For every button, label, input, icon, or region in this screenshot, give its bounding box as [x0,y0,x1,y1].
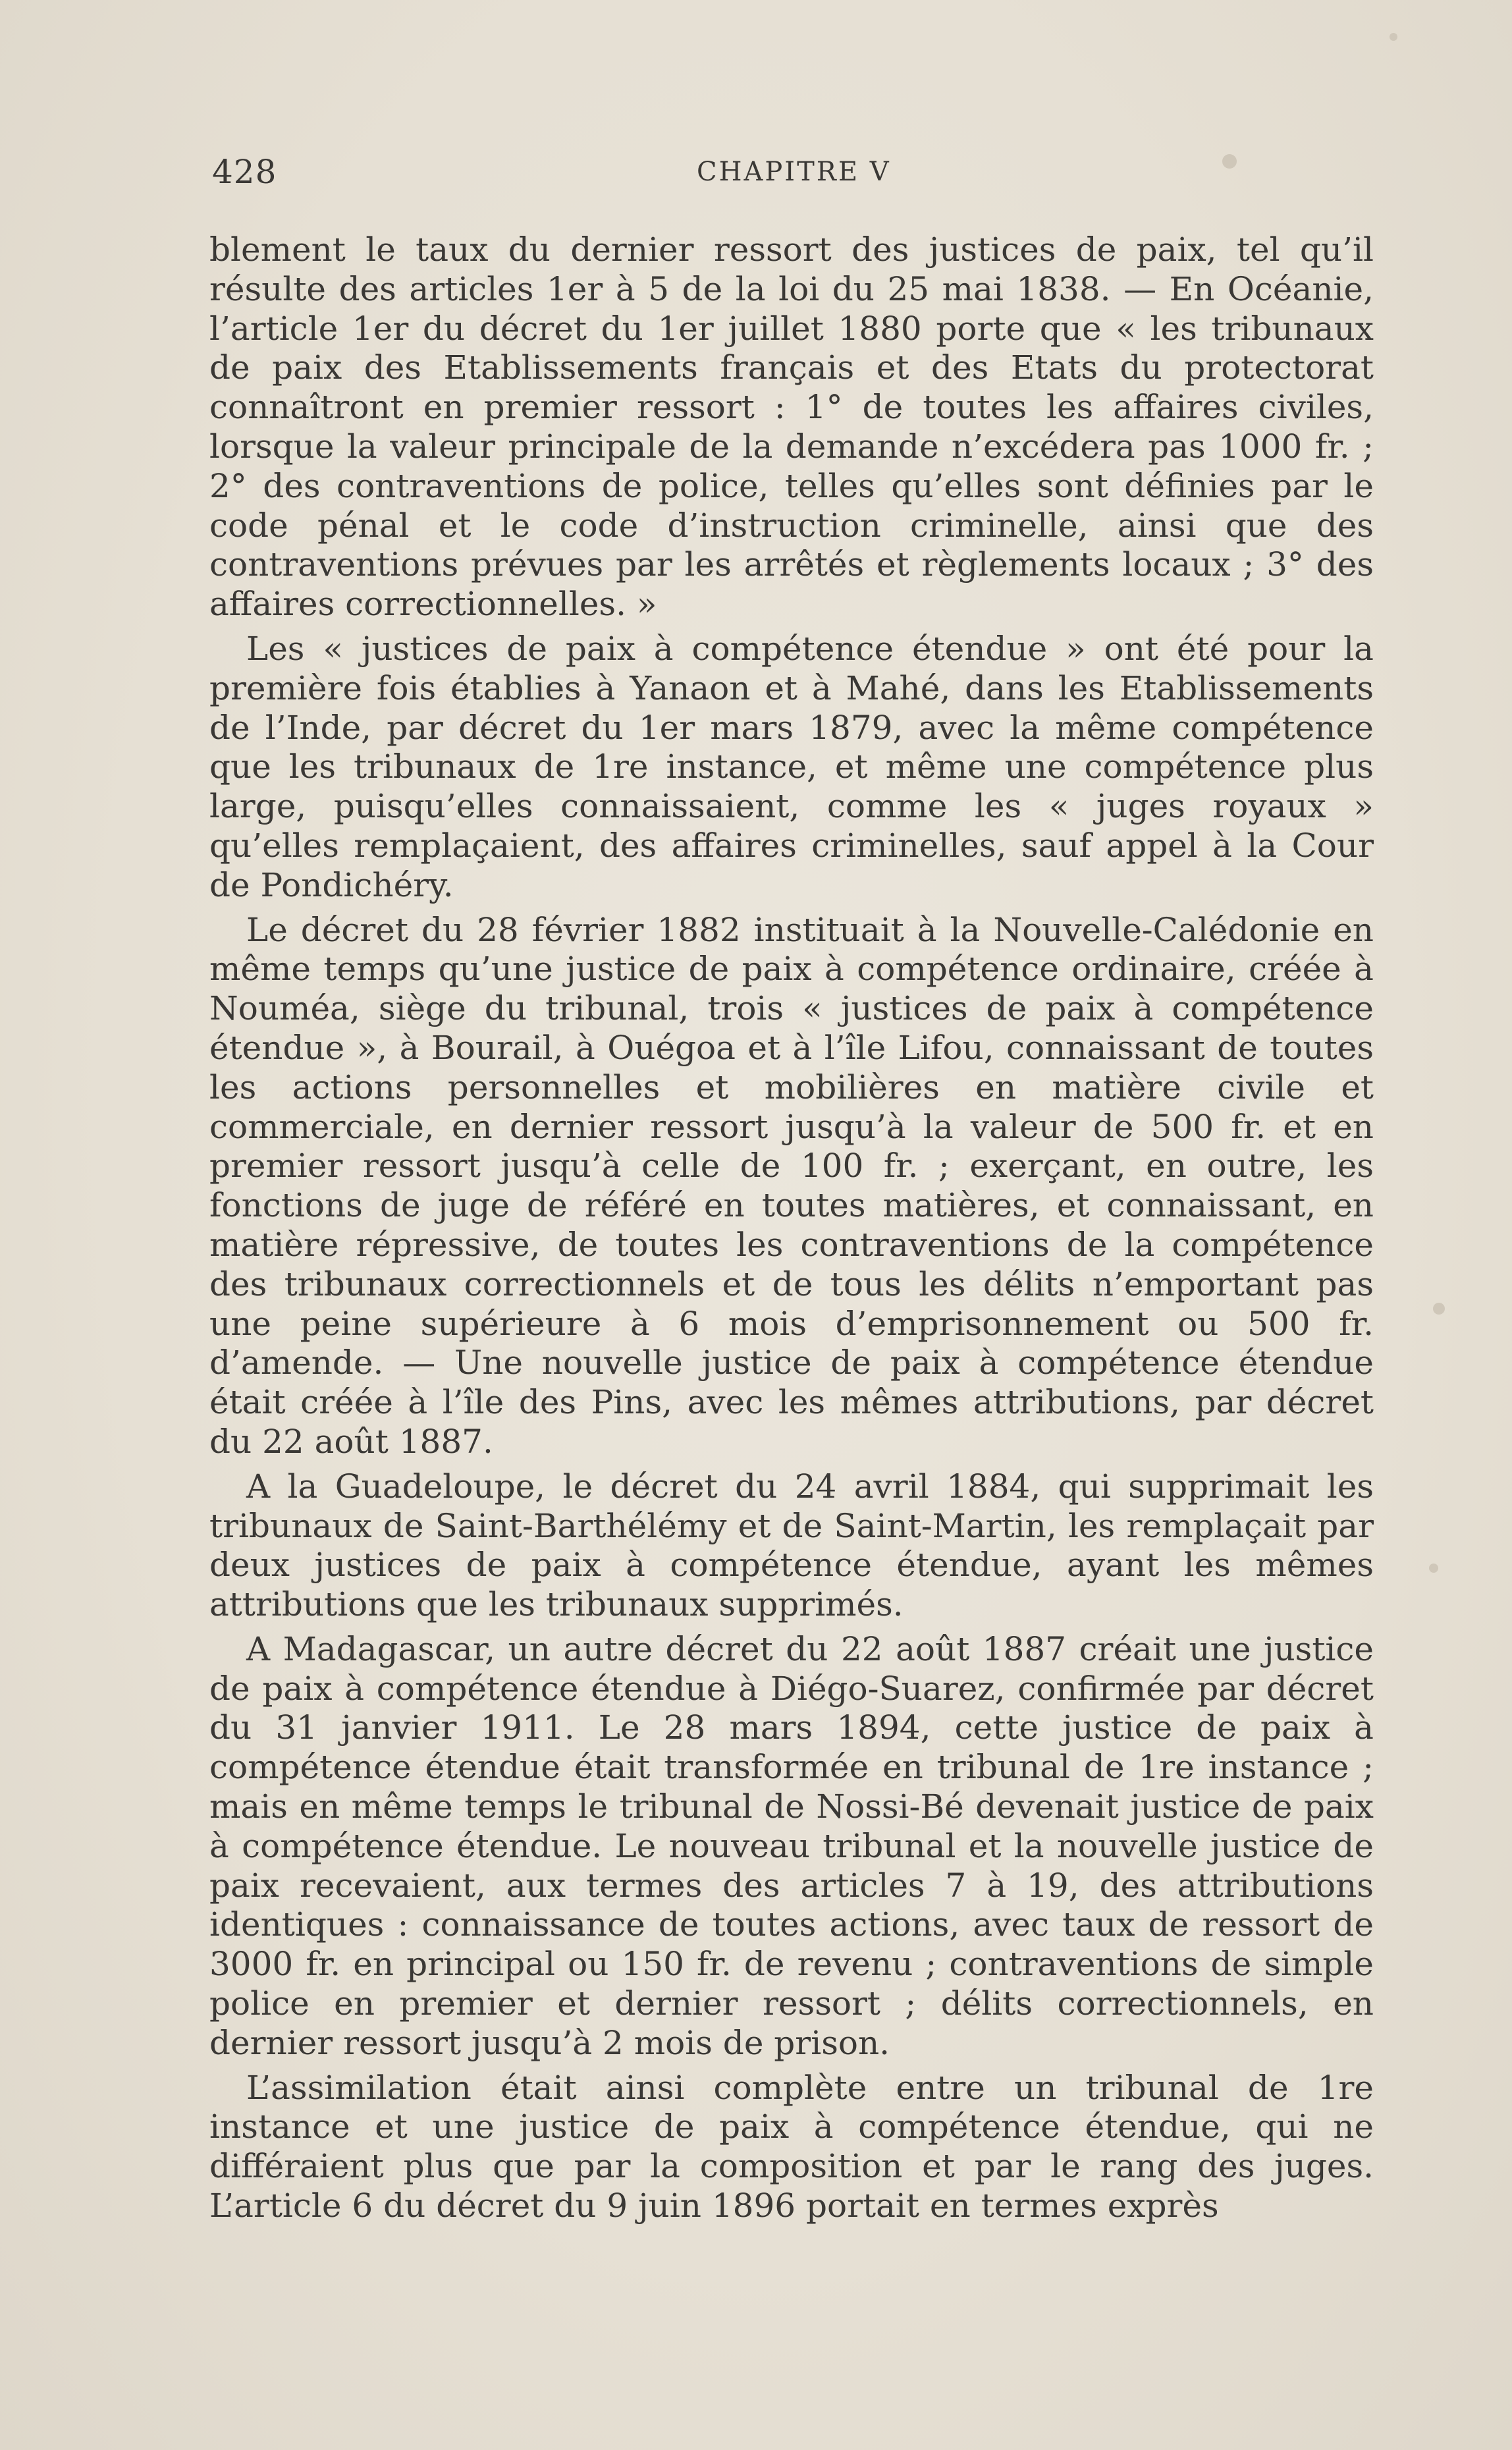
paragraph: A Madagascar, un autre décret du 22 août 1887 créait une justice de paix à compétence étendue à Diégo-Suarez, confirmée par décret du 31 janvier 1911. Le 28 mars 1894, cette justice de paix à compétence étendue était transformée en tribunal de 1re instance ; mais en même temps le tribunal de Nossi-Bé devenait justice de paix à compétence étendue. Le nouveau tribunal et la nouvelle justice de paix recevaient, aux termes des articles 7 à 19, des attributions identiques : connaissance de toutes actions, avec taux de ressort de 3000 fr. en principal ou 150 fr. de revenu ; contraventions de simple police en premier et dernier ressort ; délits correctionnels, en dernier ressort jusqu’à 2 mois de prison. [209,1629,1374,2062]
paragraph: L’assimilation était ainsi complète entre un tribunal de 1re instance et une justice de paix à compétence étendue, qui ne différaient plus que par la composition et par le rang des juges. L’article 6 du décret du 9 juin 1896 portait en termes exprès [209,2068,1374,2225]
paragraph: Le décret du 28 février 1882 instituait à la Nouvelle-Calédonie en même temps qu’une justice de paix à compétence ordinaire, créée à Nouméa, siège du tribunal, trois « justices de paix à compétence étendue », à Bourail, à Ouégoa et à l’île Lifou, connaissant de toutes les actions personnelles et mobilières en matière civile et commerciale, en dernier ressort jusqu’à la valeur de 500 fr. et en premier ressort jusqu’à celle de 100 fr. ; exerçant, en outre, les fonctions de juge de référé en toutes matières, et connaissant, en matière répressive, de toutes les contraventions de la compétence des tribunaux correctionnels et de tous les délits n’emportant pas une peine supérieure à 6 mois d’emprisonnement ou 500 fr. d’amende. — Une nouvelle justice de paix à compétence étendue était créée à l’île des Pins, avec les mêmes attributions, par décret du 22 août 1887. [209,910,1374,1461]
paper-speck [1433,1303,1445,1315]
paragraph: blement le taux du dernier ressort des justices de paix, tel qu’il résulte des articles 1er à 5 de la loi du 25 mai 1838. — En Océanie, l’article 1er du décret du 1er juillet 1880 porte que « les tribunaux de paix des Etablissements français et des Etats du protectorat connaîtront en premier ressort : 1° de toutes les affaires civiles, lorsque la valeur principale de la demande n’excédera pas 1000 fr. ; 2° des contraventions de police, telles qu’elles sont définies par le code pénal et le code d’instruction criminelle, ainsi que des contraventions prévues par les arrêtés et règlements locaux ; 3° des affaires correctionnelles. » [209,231,1374,624]
page-number: 428 [212,153,277,191]
running-head: CHAPITRE V [697,157,891,187]
paper-speck [1429,1564,1438,1573]
body-text [209,231,1374,2226]
paragraph: A la Guadeloupe, le décret du 24 avril 1884, qui supprimait les tribunaux de Saint-Barthélémy et de Saint-Martin, les remplaçait par deux justices de paix à compétence étendue, ayant les mêmes attributions que les tribunaux supprimés. [209,1467,1374,1624]
paper-speck [1390,33,1397,41]
page-header [212,153,1371,199]
paragraph: Les « justices de paix à compétence étendue » ont été pour la première fois établies à Yanaon et à Mahé, dans les Etablissements de l’Inde, par décret du 1er mars 1879, avec la même compétence que les tribunaux de 1re instance, et même une compétence plus large, puisqu’elles connaissaient, comme les « juges royaux » qu’elles remplaçaient, des affaires criminelles, sauf appel à la Cour de Pondichéry. [209,629,1374,904]
